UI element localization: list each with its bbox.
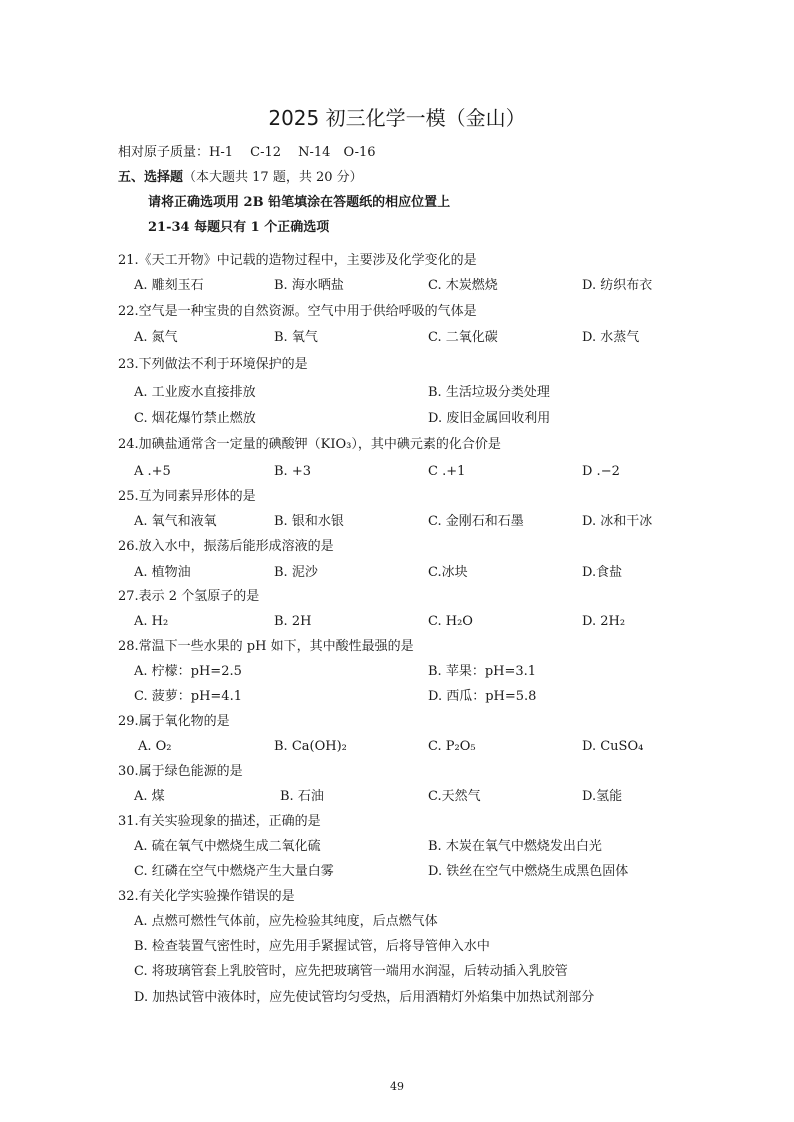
question-stem: 21.《天工开物》中记载的造物过程中，主要涉及化学变化的是 — [118, 253, 477, 268]
option: C. 木炭燃烧 — [428, 278, 498, 293]
question-stem: 32.有关化学实验操作错误的是 — [118, 889, 295, 904]
option: C. 烟花爆竹禁止燃放 — [134, 411, 256, 426]
option: D. 冰和干冰 — [582, 514, 653, 529]
question-stem: 23.下列做法不利于环境保护的是 — [118, 357, 308, 372]
question-stem: 30.属于绿色能源的是 — [118, 764, 243, 779]
option: D. CuSO₄ — [582, 739, 644, 754]
page-title: 2025 初三化学一模（金山） — [268, 106, 526, 130]
option: A. 植物油 — [134, 565, 191, 580]
option: C. 二氧化碳 — [428, 330, 498, 345]
option: A. 柠檬：pH=2.5 — [134, 664, 242, 679]
option: D. 纺织布衣 — [582, 278, 653, 293]
option: B. 木炭在氧气中燃烧发出白光 — [428, 839, 602, 854]
option: B. 银和水银 — [274, 514, 344, 529]
option: C.冰块 — [428, 565, 468, 580]
option: C .+1 — [428, 464, 466, 479]
section-sub-instruction: 21-34 每题只有 1 个正确选项 — [148, 220, 330, 235]
option: A. O₂ — [138, 739, 172, 754]
section-heading: 五、选择题 — [118, 170, 184, 185]
question-stem: 26.放入水中，振荡后能形成溶液的是 — [118, 539, 334, 554]
option: D. 铁丝在空气中燃烧生成黑色固体 — [428, 864, 629, 879]
option: B. 泥沙 — [274, 565, 318, 580]
question-stem: 29.属于氧化物的是 — [118, 714, 230, 729]
option: B. 检查装置气密性时，应先用手紧握试管，后将导管伸入水中 — [134, 939, 490, 954]
option: D.氢能 — [582, 789, 623, 804]
option: D. 加热试管中液体时，应先使试管均匀受热，后用酒精灯外焰集中加热试剂部分 — [134, 990, 595, 1005]
option: C. P₂O₅ — [428, 739, 476, 754]
question-stem: 27.表示 2 个氢原子的是 — [118, 589, 260, 604]
option: A. 点燃可燃性气体前，应先检验其纯度，后点燃气体 — [134, 914, 438, 929]
option: A. 氮气 — [134, 330, 178, 345]
option: C. 菠萝：pH=4.1 — [134, 689, 242, 704]
option: A. 氧气和液氧 — [134, 514, 217, 529]
option: A. 雕刻玉石 — [134, 278, 204, 293]
option: D. 2H₂ — [582, 614, 626, 629]
option: B. Ca(OH)₂ — [274, 739, 347, 754]
section-heading-row — [118, 170, 363, 186]
option: C. 将玻璃管套上乳胶管时，应先把玻璃管一端用水润湿，后转动插入乳胶管 — [134, 964, 568, 979]
option: A. 工业废水直接排放 — [134, 385, 256, 400]
option: A. 硫在氧气中燃烧生成二氧化硫 — [134, 839, 321, 854]
option: A .+5 — [134, 464, 171, 479]
option: C.天然气 — [428, 789, 481, 804]
option: B. +3 — [274, 464, 311, 479]
section-note: （本大题共 17 题，共 20 分） — [183, 170, 363, 185]
option: B. 2H — [274, 614, 312, 629]
option: B. 苹果：pH=3.1 — [428, 664, 537, 679]
option: D. 废旧金属回收利用 — [428, 411, 551, 426]
option: D .−2 — [582, 464, 620, 479]
option: B. 石油 — [280, 789, 324, 804]
question-stem: 25.互为同素异形体的是 — [118, 489, 256, 504]
option: A. 煤 — [134, 789, 165, 804]
option: D. 水蒸气 — [582, 330, 640, 345]
option: C. 金刚石和石墨 — [428, 514, 524, 529]
option: C. 红磷在空气中燃烧产生大量白雾 — [134, 864, 334, 879]
option: D. 西瓜：pH=5.8 — [428, 689, 537, 704]
option: B. 生活垃圾分类处理 — [428, 385, 550, 400]
page-number: 49 — [390, 1080, 404, 1093]
question-stem: 31.有关实验现象的描述，正确的是 — [118, 814, 321, 829]
option: A. H₂ — [134, 614, 169, 629]
option: B. 氧气 — [274, 330, 318, 345]
question-stem: 22.空气是一种宝贵的自然资源。空气中用于供给呼吸的气体是 — [118, 304, 477, 319]
section-instruction: 请将正确选项用 2B 铅笔填涂在答题纸的相应位置上 — [148, 195, 451, 210]
option: B. 海水晒盐 — [274, 278, 344, 293]
question-stem: 28.常温下一些水果的 pH 如下，其中酸性最强的是 — [118, 639, 414, 654]
option: C. H₂O — [428, 614, 473, 629]
question-stem: 24.加碘盐通常含一定量的碘酸钾（KIO₃），其中碘元素的化合价是 — [118, 437, 501, 452]
option: D.食盐 — [582, 565, 623, 580]
atomic-mass-line: 相对原子质量：H-1 C-12 N-14 O-16 — [118, 145, 376, 160]
